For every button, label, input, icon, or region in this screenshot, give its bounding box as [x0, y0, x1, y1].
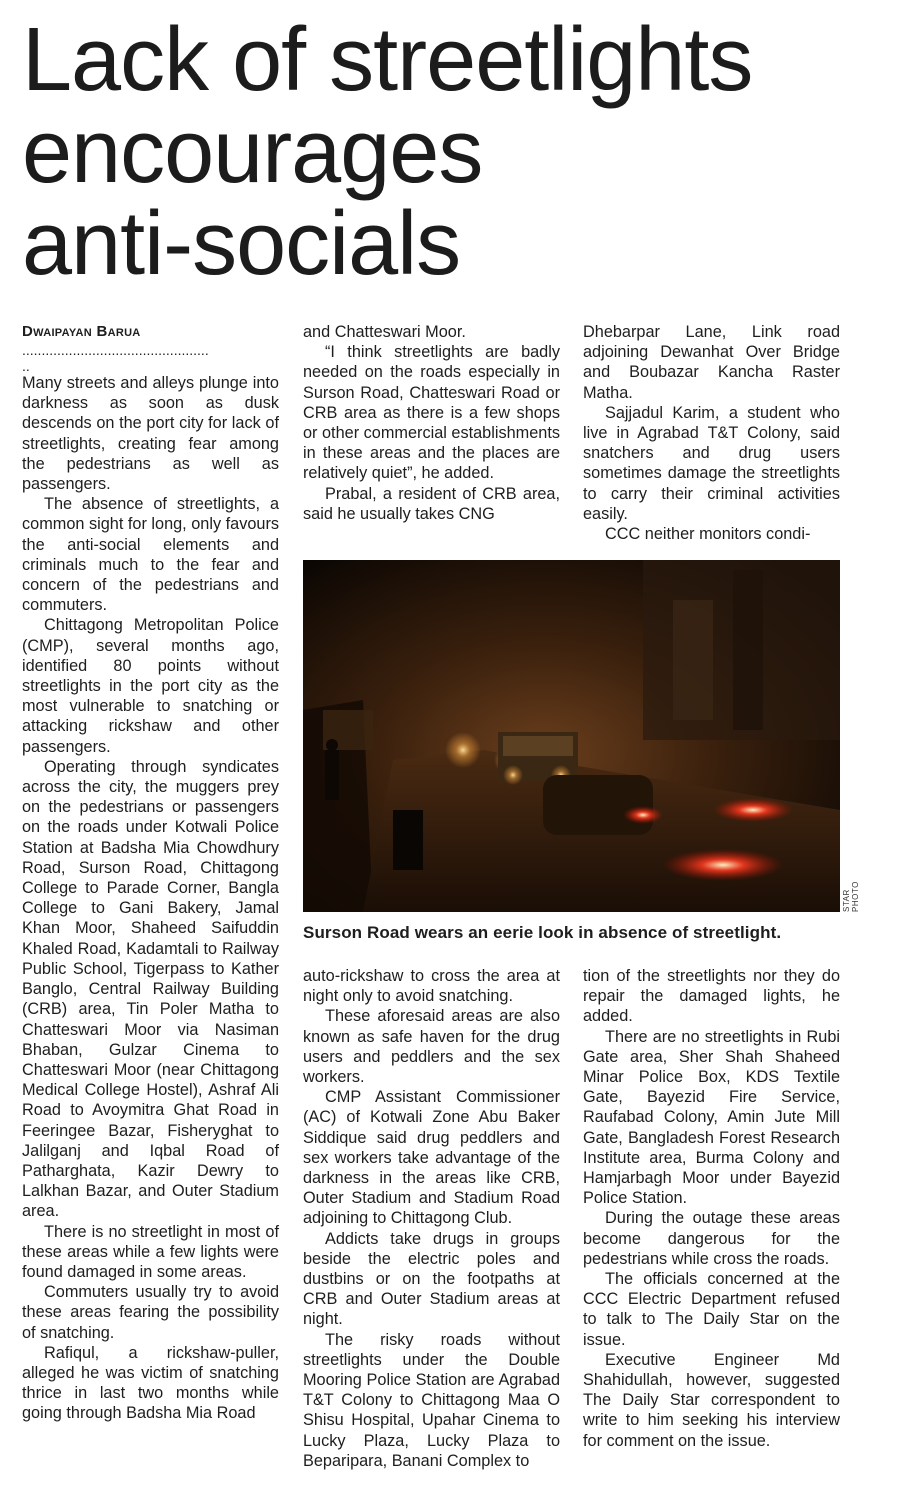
byline-separator: ................................................: [22, 342, 209, 358]
article-column-1: [22, 322, 279, 1424]
paragraph: Addicts take drugs in groups beside the electric poles and dustbins or on the footpaths at CRB and Outer Stadium areas at night.: [303, 1229, 560, 1329]
paragraph: auto-rickshaw to cross the area at night only to avoid snatching.: [303, 967, 560, 1006]
paragraph: Operating through syndicates across the city, the muggers prey on the pedestrians or passengers on the roads under Kotwali Police Station at Badsha Mia Chowdhury Road, Surson Road, Chittagong College to Parade Corner, Bangla College to Gani Bakery, Jamal Khan Moor, Shaheed Saifuddin Khaled Road, Kadamtali to Railway Public School, Tigerpass to Kather Banglo, Central Railway Building (CRB) area, Tin Poler Matha to Chatteswari Moor via Nasiman Bhaban, Gulzar Cinema to Chatteswari Moor (near Chittagong Medical College Hostel), Ashraf Ali Road to Avoymitra Ghat Road in Feeringee Bazar, Fisheryghat to Jalilganj and Iqbal Road of Patharghata, Kazir Dewry to Lalkhan Bazar, and Outer Stadium area.: [22, 757, 279, 1221]
photo-credit: STAR PHOTO: [842, 881, 860, 912]
paragraph: tion of the streetlights nor they do repair the damaged lights, he added.: [583, 967, 840, 1026]
photo-caption: Surson Road wears an eerie look in absence of streetlight.: [303, 923, 782, 942]
paragraph: The risky roads without streetlights under the Double Mooring Police Station are Agrabad T&T Colony to Chittagong Maa O Shisu Hospital, Upahar Cinema to Lucky Plaza, Lucky Plaza to Beparipara, Banani Complex to: [303, 1330, 560, 1470]
paragraph: Sajjadul Karim, a student who live in Agrabad T&T Colony, said snatchers and drug users sometimes damage the streetlights to carry their criminal activities easily.: [583, 403, 840, 523]
paragraph: The officials concerned at the CCC Electric Department refused to talk to The Daily Star on the issue.: [583, 1270, 840, 1349]
article-column-2-top: [303, 322, 560, 524]
headline-line-1: Lack of streetlights: [22, 10, 753, 110]
paragraph: CMP Assistant Commissioner (AC) of Kotwali Zone Abu Baker Siddique said drug peddlers and sex workers take advantage of the darkness in the areas like CRB, Outer Stadium and Stadium Road adjoining to Chittagong Club.: [303, 1088, 560, 1228]
paragraph: Executive Engineer Md Shahidullah, however, suggested The Daily Star correspondent to write to him seeking his interview for comment on the issue.: [583, 1350, 840, 1450]
street-photo: [303, 560, 840, 912]
byline: Dwaipayan Barua: [22, 323, 141, 340]
paragraph: During the outage these areas become dangerous for the pedestrians while cross the roads.: [583, 1209, 840, 1268]
paragraph: There are no streetlights in Rubi Gate area, Sher Shah Shaheed Minar Police Box, KDS Textile Gate, Bayezid Fire Service, Raufabad Colony, Amin Jute Mill Gate, Bangladesh Forest Research Institute area, Burma Colony and Hamjarbagh Moor under Bayezid Police Station.: [583, 1027, 840, 1208]
headline-line-3: anti-socials: [22, 194, 461, 294]
paragraph: Prabal, a resident of CRB area, said he usually takes CNG: [303, 484, 560, 523]
headline-line-2: encourages: [22, 102, 483, 202]
paragraph: Commuters usually try to avoid these areas fearing the possibility of snatching.: [22, 1283, 279, 1342]
paragraph: Rafiqul, a rickshaw-puller, alleged he was victim of snatching thrice in last two months while going through Badsha Mia Road: [22, 1343, 279, 1423]
paragraph: Chittagong Metropolitan Police (CMP), several months ago, identified 80 points without streetlights in the port city as the most vulnerable to snatching or attacking rickshaw and other passengers.: [22, 616, 279, 756]
paragraph: and Chatteswari Moor.: [303, 323, 466, 341]
byline-separator-end: ..: [22, 358, 30, 374]
article-column-3-bottom: [583, 966, 840, 1451]
paragraph: “I think streetlights are badly needed on the roads especially in Surson Road, Chatteswari Road or CRB area as there is a few shops or other commercial establishments in these areas and the places are relatively quiet”, he added.: [303, 343, 560, 483]
paragraph: Dhebarpar Lane, Link road adjoining Dewanhat Over Bridge and Boubazar Kancha Raster Matha.: [583, 323, 840, 402]
article-column-2-bottom: [303, 966, 560, 1471]
paragraph: CCC neither monitors condi-: [605, 525, 811, 544]
article-column-3-top: [583, 322, 840, 544]
paragraph: Many streets and alleys plunge into darkness as soon as dusk descends on the port city for lack of streetlights, creating fear among the pedestrians as well as passengers.: [22, 374, 279, 494]
paragraph: There is no streetlight in most of these areas while a few lights were found damaged in some areas.: [22, 1222, 279, 1281]
headline: [22, 10, 902, 294]
paragraph: The absence of streetlights, a common sight for long, only favours the anti-social elements and criminals much to the fear and concern of the pedestrians and commuters.: [22, 495, 280, 615]
paragraph: These aforesaid areas are also known as safe haven for the drug users and peddlers and the sex workers.: [303, 1007, 560, 1087]
